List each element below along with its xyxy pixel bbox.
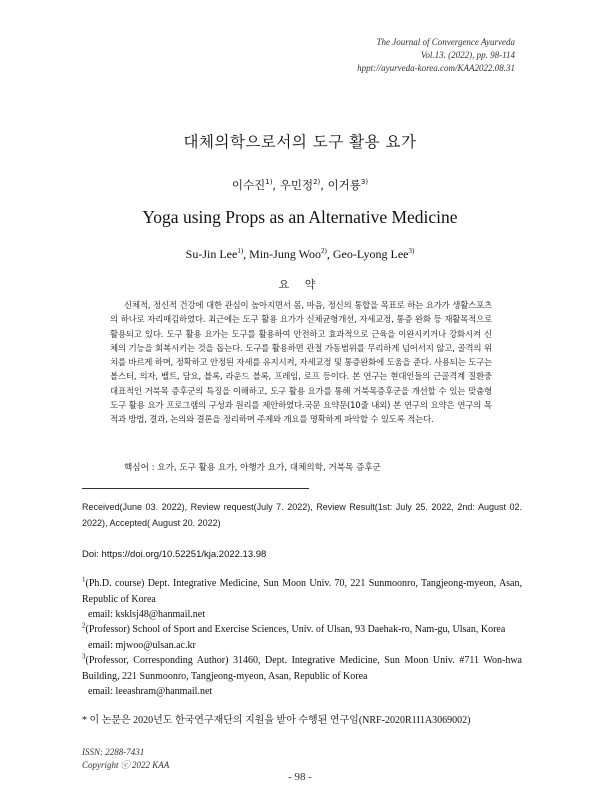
affiliation-3-number: 3 [82,652,86,661]
affiliation-2 [82,622,522,653]
abstract-body: 신체적, 정신적 건강에 대한 관심이 높아지면서 몸, 마음, 정신의 통합을 목표로 하는 요가가 생활스포츠의 하나로 자리매김하였다. 최근에는 도구 활용 요가가 신체균형개선, 자세교정, 통증 완화 등 재활목적으로 활용되고 있다. 도구 활용 요가는 도구를 활용하여 안전하고 효과적으로 근육을 이완시키거나 강화시켜 신체의 기능을 회복시키는 것을 돕는다. 도구를 활용하면 관절 가동범위를 무리하게 넘어서지 않고, 골격의 위치를 바르게 하며, 정확하고 안정된 자세를 유지시켜, 자세교정 및 통증완화에 도움을 준다. 사용되는 도구는 볼스터, 의자, 벨트, 담요, 블록, 라운드 블록, 프레임, 로프 등이다. 본 연구는 현대인들의 근골격계 질환중 대표적인 거북목 증후군의 특징을 이해하고, 도구 활용 요가를 통해 거북목증후군을 개선할 수 있는 맞춤형 도구 활용 요가 프로그램의 구성과 원리를 제안하였다.국문 요약문(10줄 내외) 본 연구의 요약은 연구의 목적과 방법, 결과, 논의와 결론을 정리하며 주제와 개요를 명확하게 파악할 수 있도록 적는다. [110,300,492,425]
journal-header [357,36,515,75]
authors-korean: 이수진$^{1)}$, 우민정$^{2)}$, 이거룡$^{3)}$ [231,178,369,192]
author-kr-3-mark: 3) [360,178,369,187]
affiliation-3-text: (Professor, Corresponding Author) 31460, Dept. Integrative Medicine, Sun Moon Univ. #711 Won-hwa Building, 221 Sunmoonro, Tangjeong-myeon, Asan, Republic of Korea [82,655,522,682]
keywords: 핵심어 : 요가, 도구 활용 요가, 아행가 요가, 대체의학, 거북목 증후군 [124,463,381,473]
author-en-2-mark: 2) [321,247,327,255]
author-en-1-mark: 1) [237,247,244,255]
affiliation-3-email: email: leeashram@hanmail.net [88,686,213,697]
issn-block [82,746,169,772]
affiliation-2-text: (Professor) School of Sport and Exercise Sciences, Univ. of Ulsan, 93 Daehak-ro, Nam-gu, Ulsan, Korea [85,624,506,635]
author-kr-3: 이거룡 [327,178,361,192]
affiliation-2-number: 2 [82,621,86,630]
title-korean: 대체의학으로서의 도구 활용 요가 [183,133,417,151]
funding-note: * 이 논문은 2020년도 한국연구재단의 지원을 받아 수행된 연구임(NRF-2020R1I1A3069002) [82,715,471,726]
authors-english: Su-Jin Lee$^{1)}$, Min-Jung Woo$^{2)}$, Geo-Lyong Lee$^{3)}$ [185,247,415,261]
copyright: Copyright ⓒ 2022 KAA [82,760,170,770]
author-en-3: Geo-Lyong Lee [332,247,409,261]
affiliation-1 [82,576,522,623]
author-en-1: Su-Jin Lee [185,247,238,261]
author-kr-2: 우민정 [279,178,314,192]
affiliation-1-text: (Ph.D. course) Dept. Integrative Medicine, Sun Moon Univ. 70, 221 Sunmoonro, Tangjeong-myeon, Asan, Republic of Korea [82,578,522,605]
doi-line: Doi: https://doi.org/10.52251/kja.2022.13.98 [82,549,267,560]
journal-url: hppt://ayurveda-korea.com/KAA2022.08.31 [357,63,515,73]
journal-name: The Journal of Convergence Ayurveda [376,37,515,47]
author-en-2: Min-Jung Woo [249,247,321,261]
abstract-heading: 요 약 [278,278,322,291]
author-kr-1: 이수진 [231,178,266,192]
footnote-divider [82,488,309,489]
affiliation-2-email: email: mjwoo@ulsan.ac.kr [88,639,196,651]
title-english: Yoga using Props as an Alternative Medicine [142,207,458,227]
author-en-3-mark: 3) [408,247,415,255]
author-kr-2-mark: 2) [313,178,321,187]
issn: ISSN: 2288-7431 [82,747,145,757]
journal-volume: Vol.13. (2022), pp. 98-114 [420,50,515,60]
affiliation-1-email: email: ksklsj48@hanmail.net [88,609,205,620]
author-kr-1-mark: 1) [265,178,273,187]
affiliation-1-number: 1 [82,575,86,584]
page-number: - 98 - [288,771,312,783]
received-dates: Received(June 03. 2022), Review request(July 7. 2022), Review Result(1st: July 25. 2022, 2nd: August 02. 2022), Accepted( August 20. 2022) [82,502,522,528]
affiliation-3 [82,653,522,700]
